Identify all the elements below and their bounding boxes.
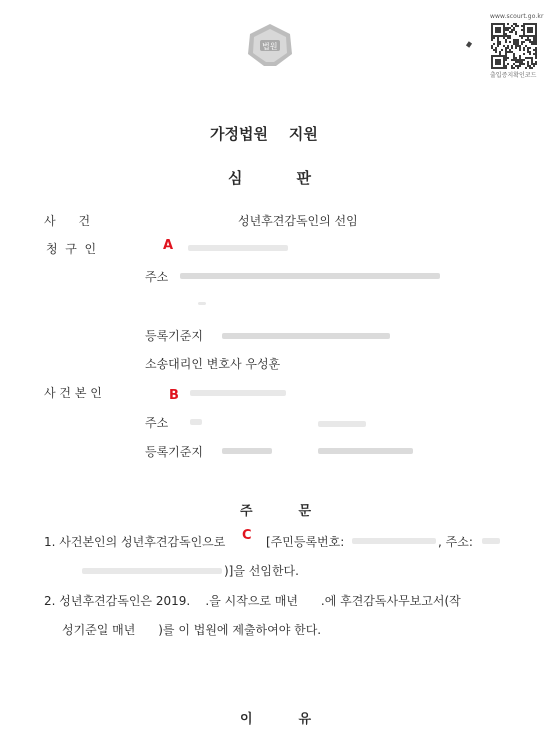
redacted-rrn: [352, 538, 436, 544]
redacted-subject-address-b: [318, 421, 366, 427]
redacted-claimant-address: [180, 273, 440, 279]
claimant-label: 청 구 인: [46, 242, 97, 256]
order-item1-prefix: 1. 사건본인의 성년후견감독인으로: [44, 535, 226, 549]
document-title: 심판: [228, 169, 365, 187]
case-label: 사 건: [44, 214, 91, 228]
court-seal-icon: [246, 22, 294, 68]
subject-registry-label: 등록기준지: [145, 445, 203, 459]
redacted-address-end: [82, 568, 222, 574]
redacted-subject-registry-b: [318, 448, 413, 454]
court-url: www.scourt.go.kr: [490, 13, 544, 20]
subject-marker: B: [169, 388, 179, 403]
subject-label: 사 건 본 인: [44, 386, 102, 400]
qr-code-icon: [491, 23, 537, 69]
redacted-subject-id: [190, 390, 286, 396]
order-item2-line2: 성기준일 매년 )를 이 법원에 제출하여야 한다.: [62, 623, 322, 637]
order-item1-line2: )]을 선임한다.: [224, 564, 299, 578]
redacted-subject-address-a: [190, 419, 202, 425]
qr-caption: 출입증지확인코드: [490, 72, 537, 79]
redacted-fragment: [198, 302, 206, 305]
order-item2-line1: 2. 성년후견감독인은 2019. .을 시작으로 매년 .에 후견감독사무보고서(작: [44, 594, 461, 608]
ink-speck: [466, 41, 472, 47]
redacted-subject-registry-a: [222, 448, 272, 454]
claimant-marker: A: [163, 238, 174, 253]
redacted-claimant-registry: [222, 333, 390, 339]
claimant-registry-label: 등록기준지: [145, 329, 203, 343]
marker-c: C: [242, 528, 252, 543]
case-value: 성년후견감독인의 선임: [238, 214, 358, 228]
redacted-claimant-id: [188, 245, 288, 251]
order-item1-rrn-label: [주민등록번호:: [266, 535, 345, 549]
agent-line: 소송대리인 변호사 우성훈: [145, 357, 281, 371]
seal-text: 법원: [262, 42, 278, 51]
redacted-address-start: [482, 538, 500, 544]
subject-address-label: 주소: [145, 416, 169, 430]
order-heading: 주문: [240, 504, 358, 519]
claimant-address-label: 주소: [145, 270, 169, 284]
order-item1-address-label: , 주소:: [438, 535, 473, 549]
reason-heading: 이유: [240, 712, 358, 727]
court-name: 가정법원 지원: [210, 125, 318, 143]
